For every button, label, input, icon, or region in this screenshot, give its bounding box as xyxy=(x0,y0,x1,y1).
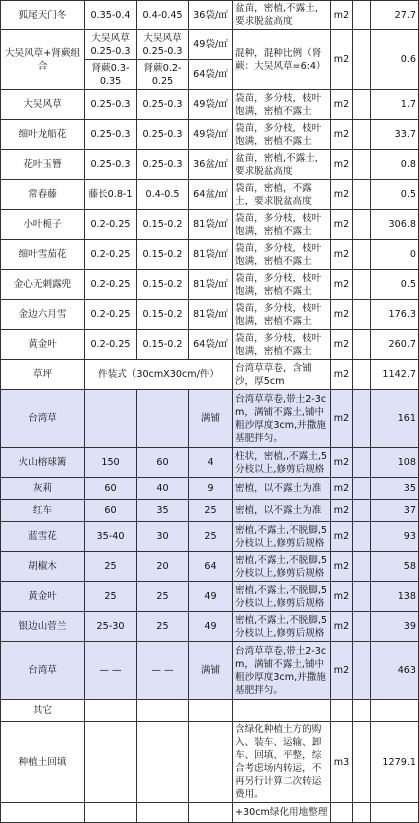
table-row xyxy=(1,210,419,240)
table-cell: 93 xyxy=(371,522,419,552)
table-cell xyxy=(233,700,331,722)
table-cell: 0.35-0.4 xyxy=(85,1,137,30)
table-cell: 0.5 xyxy=(371,180,419,210)
table-cell: 袋苗，多分枝，枝叶饱满，密植不露土 xyxy=(233,120,331,150)
table-cell xyxy=(353,390,371,448)
table-cell: 33.7 xyxy=(371,120,419,150)
table-cell: 藤长0.8-1 xyxy=(85,180,137,210)
table-cell: 密植，以不露土为准 xyxy=(233,478,331,500)
table-cell: 大吴风草0.25-0.3 xyxy=(85,30,137,60)
table-cell: 49袋/㎡ xyxy=(189,120,233,150)
table-cell: 胡椒木 xyxy=(1,552,85,582)
table-cell: 81袋/㎡ xyxy=(189,240,233,270)
table-cell: 肾蕨0.3-0.35 xyxy=(85,60,137,90)
table-row xyxy=(1,120,419,150)
table-cell: 4 xyxy=(189,448,233,478)
table-row xyxy=(1,90,419,120)
table-cell: 49 xyxy=(189,612,233,642)
table-cell: 49袋/㎡ xyxy=(189,30,233,60)
table-cell: 108 xyxy=(371,448,419,478)
table-cell: 81袋/㎡ xyxy=(189,210,233,240)
table-cell: 0.4-0.45 xyxy=(137,1,189,30)
table-cell: 35-40 xyxy=(85,522,137,552)
table-cell: 0.25-0.3 xyxy=(137,90,189,120)
table-row xyxy=(1,612,419,642)
table-row xyxy=(1,522,419,552)
table-cell: 黄金叶 xyxy=(1,582,85,612)
table-row xyxy=(1,360,419,390)
table-cell: 盆苗，密植,不露土，要求脱盆高度 xyxy=(233,150,331,180)
table-cell: 其它 xyxy=(1,700,85,722)
table-cell: m2 xyxy=(331,500,353,522)
table-cell: 小叶栀子 xyxy=(1,210,85,240)
table-cell: 种植土回填 xyxy=(1,722,85,803)
table-cell: 0.15-0.2 xyxy=(137,300,189,330)
table-row xyxy=(1,30,419,60)
table-cell xyxy=(189,700,233,722)
table-cell: 密植,不露土,不脱脚,5分枝以上,修剪后规格 xyxy=(233,582,331,612)
table-cell: m2 xyxy=(331,30,353,90)
table-cell: 常春藤 xyxy=(1,180,85,210)
table-cell: 1142.7 xyxy=(371,360,419,390)
table-row xyxy=(1,642,419,700)
table-cell: 0.25-0.3 xyxy=(85,150,137,180)
table-cell: 花叶玉簪 xyxy=(1,150,85,180)
table-cell: m2 xyxy=(331,330,353,360)
table-cell: 满铺 xyxy=(189,390,233,448)
table-cell: 20 xyxy=(137,552,189,582)
table-cell xyxy=(353,30,371,90)
table-cell: 大吴风草+肾蕨组合 xyxy=(1,30,85,90)
table-row xyxy=(1,240,419,270)
table-cell xyxy=(353,270,371,300)
table-cell: 柱状，密植,,不露土,5分枝以上,修剪后规格 xyxy=(233,448,331,478)
table-row xyxy=(1,390,419,448)
table-cell xyxy=(85,390,137,448)
table-row xyxy=(1,330,419,360)
table-cell: 1.7 xyxy=(371,90,419,120)
table-cell: m2 xyxy=(331,390,353,448)
table-row xyxy=(1,270,419,300)
table-row xyxy=(1,1,419,30)
table-cell: 0.2-0.25 xyxy=(85,300,137,330)
table-cell: 0.25-0.3 xyxy=(85,90,137,120)
table-cell xyxy=(189,803,233,823)
table-cell: 260.7 xyxy=(371,330,419,360)
table-cell: m2 xyxy=(331,1,353,30)
table-cell: 60 xyxy=(85,478,137,500)
table-cell: 35 xyxy=(137,500,189,522)
table-cell: 35 xyxy=(371,478,419,500)
table-cell: 0.2-0.25 xyxy=(85,240,137,270)
table-cell xyxy=(353,612,371,642)
table-cell: 25 xyxy=(189,500,233,522)
table-cell: 30 xyxy=(137,522,189,552)
table-cell: 81袋/㎡ xyxy=(189,270,233,300)
table-cell: m2 xyxy=(331,612,353,642)
table-cell: 台湾草草卷,带土2-3cm，满铺不露土,铺中粗沙厚度3cm,并撒施基肥拌匀。 xyxy=(233,642,331,700)
table-cell: 0.2-0.25 xyxy=(85,330,137,360)
table-cell xyxy=(353,552,371,582)
table-cell: 0.15-0.2 xyxy=(137,270,189,300)
table-cell: 176.3 xyxy=(371,300,419,330)
table-cell: 60 xyxy=(85,500,137,522)
table-cell: 36袋/㎡ xyxy=(189,1,233,30)
table-cell: — — xyxy=(85,642,137,700)
table-row xyxy=(1,180,419,210)
table-cell: +30cm绿化用地整理 xyxy=(233,803,331,823)
table-cell: m2 xyxy=(331,300,353,330)
table-row xyxy=(1,582,419,612)
table-cell: 39 xyxy=(371,612,419,642)
table-cell: m2 xyxy=(331,552,353,582)
table-cell: 密植，以不露土为准 xyxy=(233,500,331,522)
table-cell xyxy=(353,120,371,150)
table-cell: 40 xyxy=(137,478,189,500)
table-row xyxy=(1,500,419,522)
table-cell: m2 xyxy=(331,582,353,612)
table-cell xyxy=(353,500,371,522)
table-cell: 0.15-0.2 xyxy=(137,240,189,270)
table-cell xyxy=(353,150,371,180)
table-row xyxy=(1,803,419,823)
table-cell: 25 xyxy=(85,582,137,612)
table-cell: 0.4-0.5 xyxy=(137,180,189,210)
table-cell: 1279.1 xyxy=(371,722,419,803)
table-cell: 含绿化种植土方的购入、装车、运输、卸车、回填、平整，综合考虑场内转运，不再另行计算二次转运费用。 xyxy=(233,722,331,803)
table-cell: 25 xyxy=(85,552,137,582)
table-cell: 0.25-0.3 xyxy=(137,150,189,180)
table-cell: 161 xyxy=(371,390,419,448)
table-row xyxy=(1,722,419,803)
table-cell: m2 xyxy=(331,478,353,500)
table-cell: 25 xyxy=(137,612,189,642)
table-cell xyxy=(371,803,419,823)
table-cell: 袋苗，密植，不露土，要求脱盆高度 xyxy=(233,180,331,210)
table-cell: m2 xyxy=(331,150,353,180)
table-cell: — — xyxy=(137,642,189,700)
table-row xyxy=(1,448,419,478)
table-body xyxy=(1,1,419,823)
table-row xyxy=(1,478,419,500)
table-cell xyxy=(353,803,371,823)
table-cell xyxy=(137,700,189,722)
table-cell: 台湾草 xyxy=(1,642,85,700)
table-cell: 灰莉 xyxy=(1,478,85,500)
table-cell xyxy=(353,582,371,612)
table-cell: 0.15-0.2 xyxy=(137,210,189,240)
table-cell: 0.25-0.3 xyxy=(137,120,189,150)
table-cell xyxy=(85,700,137,722)
table-cell: 蓝雪花 xyxy=(1,522,85,552)
table-cell: m2 xyxy=(331,270,353,300)
table-cell: 64盆/㎡ xyxy=(189,180,233,210)
table-cell: m2 xyxy=(331,360,353,390)
table-cell: m2 xyxy=(331,90,353,120)
table-cell: 袋苗，多分枝，枝叶饱满，密植不露土 xyxy=(233,90,331,120)
table-cell: 袋苗，多分枝，枝叶饱满，密植不露土 xyxy=(233,210,331,240)
table-cell xyxy=(353,300,371,330)
table-cell xyxy=(331,700,353,722)
table-cell xyxy=(353,210,371,240)
table-cell: 150 xyxy=(85,448,137,478)
table-cell: m3 xyxy=(331,722,353,803)
table-cell: 25-30 xyxy=(85,612,137,642)
table-cell xyxy=(1,803,85,823)
table-cell xyxy=(353,180,371,210)
table-cell: 混种，混种比例（肾蕨：大吴风草=6:4） xyxy=(233,30,331,90)
table-cell: 49袋/㎡ xyxy=(189,90,233,120)
table-cell xyxy=(85,803,137,823)
table-cell: 金边六月雪 xyxy=(1,300,85,330)
table-cell xyxy=(85,722,137,803)
table-cell xyxy=(137,803,189,823)
table-cell xyxy=(137,390,189,448)
table-cell: 肾蕨0.2-0.25 xyxy=(137,60,189,90)
table-cell: m2 xyxy=(331,210,353,240)
table-cell: 狐尾天门冬 xyxy=(1,1,85,30)
table-cell: 袋苗，多分枝，枝叶饱满，密植不露土 xyxy=(233,240,331,270)
table-cell: m2 xyxy=(331,642,353,700)
table-cell: 64 xyxy=(189,552,233,582)
table-cell: 金心无刺露兜 xyxy=(1,270,85,300)
table-row xyxy=(1,150,419,180)
table-cell: 0.6 xyxy=(371,30,419,90)
table-cell: m2 xyxy=(331,522,353,552)
table-cell: 细叶雪茄花 xyxy=(1,240,85,270)
table-cell: 306.8 xyxy=(371,210,419,240)
table-cell: 火山榕球篱 xyxy=(1,448,85,478)
table-cell: 袋苗，多分枝，枝叶饱满，密植不露土 xyxy=(233,300,331,330)
table-cell xyxy=(353,448,371,478)
table-cell: 密植,不露土,不脱脚,5分枝以上,修剪后规格 xyxy=(233,552,331,582)
table-cell xyxy=(353,522,371,552)
table-cell: 草坪 xyxy=(1,360,85,390)
table-cell: 0.8 xyxy=(371,150,419,180)
table-cell: m2 xyxy=(331,240,353,270)
table-cell: 件装式（30cmX30cm/件） xyxy=(85,360,233,390)
table-cell: m2 xyxy=(331,180,353,210)
table-cell: 密植,不露土,不脱脚,5分枝以上,修剪后规格 xyxy=(233,522,331,552)
table-cell xyxy=(353,642,371,700)
table-cell xyxy=(137,722,189,803)
table-cell xyxy=(353,240,371,270)
table-cell: 盆苗，密植,不露土，要求脱盆高度 xyxy=(233,1,331,30)
table-cell xyxy=(331,803,353,823)
table-cell: 大吴风草0.25-0.3 xyxy=(137,30,189,60)
table-cell xyxy=(189,722,233,803)
table-cell: m2 xyxy=(331,448,353,478)
table-cell: 60 xyxy=(137,448,189,478)
table-cell xyxy=(353,360,371,390)
table-cell xyxy=(353,1,371,30)
table-cell: 0 xyxy=(371,240,419,270)
table-cell xyxy=(353,700,371,722)
table-cell: 0.5 xyxy=(371,270,419,300)
table-row xyxy=(1,300,419,330)
table-row xyxy=(1,552,419,582)
table-cell: 银边山菅兰 xyxy=(1,612,85,642)
table-cell: 64袋/㎡ xyxy=(189,330,233,360)
table-cell: 大吴风草 xyxy=(1,90,85,120)
table-cell: 台湾草 xyxy=(1,390,85,448)
table-cell: 27.7 xyxy=(371,1,419,30)
table-cell: 37 xyxy=(371,500,419,522)
table-cell: 袋苗，多分枝，枝叶饱满，密植不露土 xyxy=(233,270,331,300)
table-cell: 台湾草草卷,带土2-3cm，满铺不露土,铺中粗沙厚度3cm,并撒施基肥拌匀。 xyxy=(233,390,331,448)
table-cell: 36盆/㎡ xyxy=(189,150,233,180)
table-cell: 58 xyxy=(371,552,419,582)
table-cell xyxy=(353,478,371,500)
table-cell: 细叶龙船花 xyxy=(1,120,85,150)
table-cell: 9 xyxy=(189,478,233,500)
table-cell: 25 xyxy=(189,522,233,552)
table-cell: 138 xyxy=(371,582,419,612)
table-cell: 81袋/㎡ xyxy=(189,300,233,330)
table-cell: 满铺 xyxy=(189,642,233,700)
table-cell: 台湾草草卷，含铺沙，厚5cm xyxy=(233,360,331,390)
table-cell: 25 xyxy=(137,582,189,612)
table-cell: 64袋/㎡ xyxy=(189,60,233,90)
table-cell xyxy=(353,722,371,803)
table-cell: 袋苗，多分枝，枝叶饱满，密植不露土 xyxy=(233,330,331,360)
table-cell xyxy=(353,330,371,360)
table-cell: m2 xyxy=(331,120,353,150)
table-cell: 0.2-0.25 xyxy=(85,210,137,240)
table-cell: 密植,不露土,不脱脚,5分枝以上,修剪后规格 xyxy=(233,612,331,642)
table-cell: 49 xyxy=(189,582,233,612)
table-cell: 0.2-0.25 xyxy=(85,270,137,300)
table-cell: 0.15-0.2 xyxy=(137,330,189,360)
table-cell: 0.25-0.3 xyxy=(85,120,137,150)
table-row xyxy=(1,700,419,722)
table-cell: 463 xyxy=(371,642,419,700)
table-cell xyxy=(371,700,419,722)
table-cell xyxy=(353,90,371,120)
table-cell: 黄金叶 xyxy=(1,330,85,360)
table-cell: 红车 xyxy=(1,500,85,522)
